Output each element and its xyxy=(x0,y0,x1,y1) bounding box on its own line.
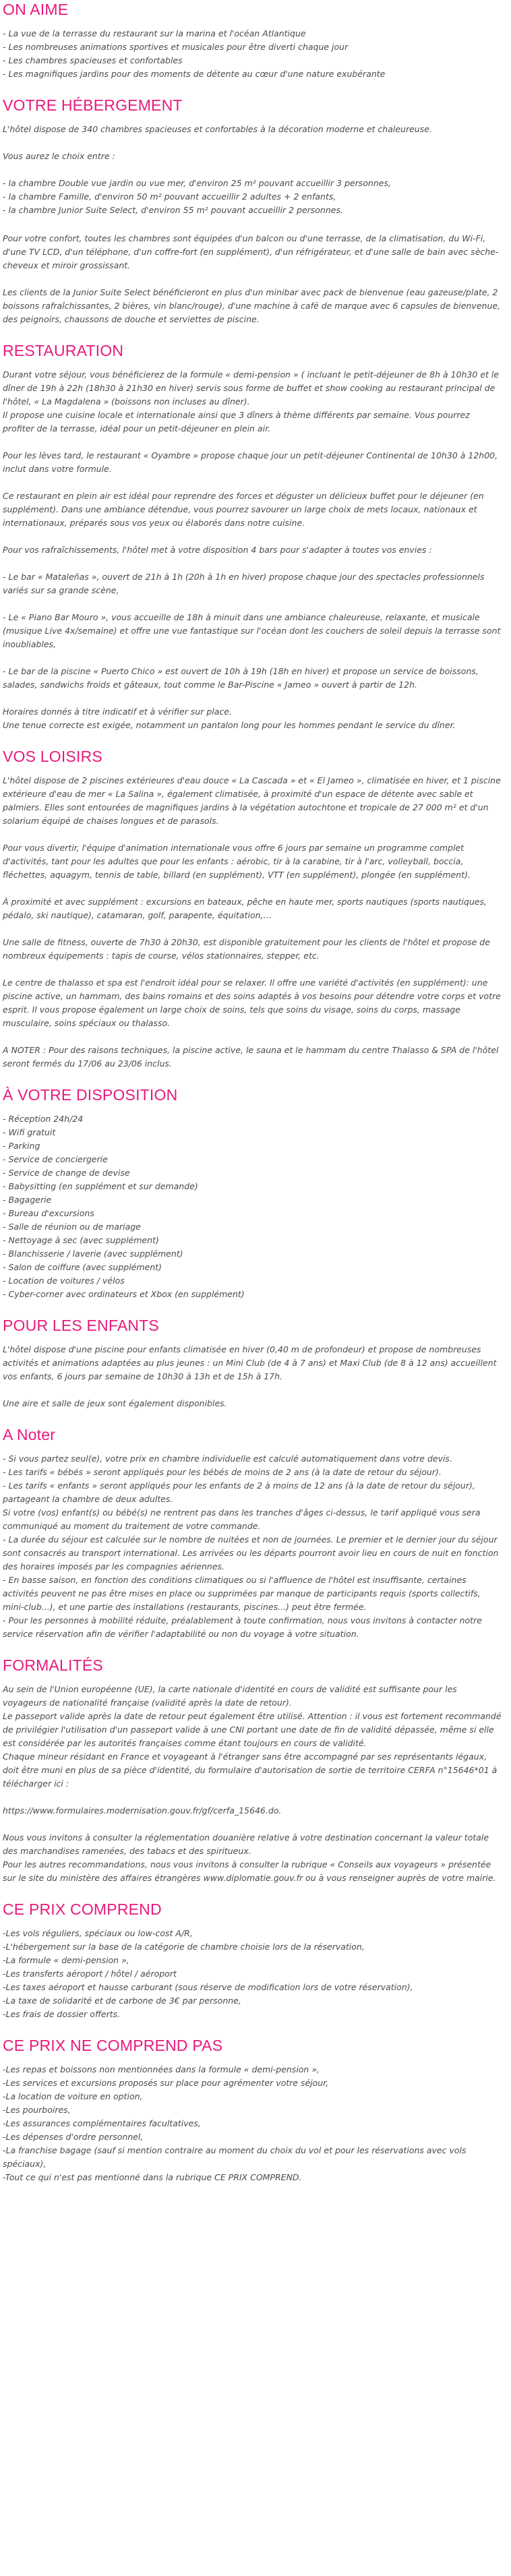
section-title-enfants: POUR LES ENFANTS xyxy=(3,1317,159,1334)
note-line: - Les tarifs « bébés » seront appliqués pour les bébés de moins de 2 ans (à la date de retour du séjour). xyxy=(3,1467,442,1477)
paragraph: - Le bar « Mataleñas », ouvert de 21h à 1h (20h à 1h en hiver) propose chaque jour des spectacles professionnels variés sur sa grande scène, xyxy=(3,572,485,595)
list-item: -Les assurances complémentaires facultatives, xyxy=(3,2118,201,2128)
paragraph: A NOTER : Pour des raisons techniques, la piscine active, le sauna et le hammam du centre Thalasso & SPA de l'hôtel seront fermés du 17/06 au 23/06 inclus. xyxy=(3,1045,499,1069)
paragraph-line: Nous vous invitons à consulter la réglementation douanière relative à votre destination concernant la valeur totale des marchandises ramenées, des tabacs et des spiritueux. xyxy=(3,1832,489,1856)
list-item: - Parking xyxy=(3,1141,40,1151)
section-title-disposition: À VOTRE DISPOSITION xyxy=(3,1086,178,1104)
paragraph-line: Une tenue correcte est exigée, notamment un pantalon long pour les hommes pendant le service du dîner. xyxy=(3,720,456,730)
paragraph: Une salle de fitness, ouverte de 7h30 à 20h30, est disponible gratuitement pour les clients de l'hôtel et propose de nombreux équipements : tapis de course, vélos stationnaires, stepper, etc. xyxy=(3,937,490,961)
paragraph xyxy=(3,705,502,732)
list-item: -Les dépenses d'ordre personnel, xyxy=(3,2132,144,2142)
paragraph: L'hôtel dispose de 2 piscines extérieures d'eau douce « La Cascada » et « El Jameo », climatisée en hiver, et 1 piscine extérieure d'eau de mer « La Salina », également climatisée, à proximité d'un espace de détente avec sable et palmiers. Elles sont entourées de magnifiques jardins à la végétation autochtone et tropicale de 27 000 m² et d'un solarium équipé de chaises longues et de parasols. xyxy=(3,775,501,826)
paragraph: Les clients de la Junior Suite Select bénéficieront en plus d'un minibar avec pack de bienvenue (eau gazeuse/plate, 2 boissons rafraîchissantes, 2 bières, vin blanc/rouge), d'une machine à café de marque avec 6 capsules de bienvenue, des peignoirs, chaussons de douche et serviettes de piscine. xyxy=(3,287,501,324)
cerfa-link[interactable]: https://www.formulaires.modernisation.gouv.fr/gf/cerfa_15646.do. xyxy=(3,1805,282,1816)
paragraph xyxy=(3,368,502,436)
paragraph: - Le « Piano Bar Mouro », vous accueille de 18h à minuit dans une ambiance chaleureuse, relaxante, et musicale (musique Live 4x/semaine) et offre une vue fantastique sur l'océan dont les couchers de soleil depuis la terrasse sont inoubliables, xyxy=(3,612,501,649)
list-item: - Service de conciergerie xyxy=(3,1154,108,1164)
note-line: - Pour les personnes à mobilité réduite, préalablement à toute confirmation, nous vous invitons à contacter notre service réservation afin de vérifier l'adaptabilité ou non du voyage à votre situation. xyxy=(3,1615,482,1639)
paragraph-line: Pour les autres recommandations, nous vous invitons à consulter la rubrique « Conseils aux voyageurs » présentée sur le site du ministère des affaires étrangères www.diplomatie.gouv.fr ou à vous renseigner auprès de votre mairie. xyxy=(3,1859,496,1883)
paragraph: Pour vous divertir, l'équipe d'animation internationale vous offre 6 jours par semaine un programme complet d'activités, tant pour les adultes que pour les enfants : aérobic, tir à la carabine, tir à l'arc, volleyball, boccia, fléchettes, aquagym, tennis de table, billard (en supplément), VTT (en supplément), plongée (en supplément). xyxy=(3,843,471,880)
section-title-on-aime: ON AIME xyxy=(3,1,69,18)
list-item: -La formule « demi-pension », xyxy=(3,1955,129,1965)
list-item: -Les taxes aéroport et hausse carburant (sous réserve de modification lors de votre réservation), xyxy=(3,1982,413,1992)
paragraph-line: Horaires donnés à titre indicatif et à vérifier sur place. xyxy=(3,707,232,717)
note-line: - La durée du séjour est calculée sur le nombre de nuitées et non de journées. Le premier et le dernier jour du séjour sont consacrés au transport international. Les arrivées ou les départs pourront avoir lieu en cours de nuit en fonction des horaires imposés par les compagnies aériennes. xyxy=(3,1534,499,1571)
list-item: - Bagagerie xyxy=(3,1195,52,1205)
paragraph-line: Le passeport valide après la date de retour peut également être utilisé. Attention : il vous est fortement recommandé de privilégier l'utilisation d'un passeport valide à une CNI portant une date de fin de validité dépassée, même si elle est considérée par les autorités françaises comme étant toujours en cours de validité. xyxy=(3,1711,502,1748)
note-line: - Si vous partez seul(e), votre prix en chambre individuelle est calculé automatiquement dans votre devis. xyxy=(3,1454,452,1464)
list-item: -Les pourboires, xyxy=(3,2105,71,2115)
paragraph: Pour votre confort, toutes les chambres sont équipées d'un balcon ou d'une terrasse, de la climatisation, du Wi-Fi, d'une TV LCD, d'un téléphone, d'un coffre-fort (en supplément), d'un réfrigérateur, et d'une salle de bain avec sèche-cheveux et miroir grossissant. xyxy=(3,233,499,270)
paragraph-line: Durant votre séjour, vous bénéficierez de la formule « demi-pension » ( incluant le petit-déjeuner de 8h à 10h30 et le dîner de 19h à 22h (18h30 à 21h30 en hiver) servis sous forme de buffet et show cooking au restaurant principal de l'hôtel, « La Magdalena » (boissons non incluses au dîner). xyxy=(3,369,500,407)
list-item: - la chambre Famille, d'environ 50 m² pouvant accueillir 2 adultes + 2 enfants, xyxy=(3,191,336,202)
on-aime-list xyxy=(3,27,502,81)
list-item: - La vue de la terrasse du restaurant sur la marina et l'océan Atlantique xyxy=(3,28,306,38)
list-item: -La franchise bagage (sauf si mention contraire au moment du choix du vol et pour les réservations avec vols spéciaux), xyxy=(3,2145,467,2169)
list-item: - la chambre Junior Suite Select, d'environ 55 m² pouvant accueillir 2 personnes. xyxy=(3,205,343,215)
list-item: - Cyber-corner avec ordinateurs et Xbox (en supplément) xyxy=(3,1289,245,1299)
paragraph: Le centre de thalasso et spa est l'endroit idéal pour se relaxer. Il offre une variété d'activités (en supplément): une piscine active, un hammam, des bains romains et des soins adaptés à vos besoins pour détendre votre corps et votre esprit. Il vous propose également un large choix de soins, tels que soins du visage, soins du corps, massage musculaire, soins spéciaux ou thalasso. xyxy=(3,978,501,1028)
section-title-formalites: FORMALITÉS xyxy=(3,1656,103,1674)
list-item: - Nettoyage à sec (avec supplément) xyxy=(3,1235,159,1245)
paragraph: À proximité et avec supplément : excursions en bateaux, pêche en haute mer, sports nautiques (sports nautiques, pédalo, ski nautique), catamaran, golf, parapente, équitation,… xyxy=(3,897,487,920)
list-item: - Location de voitures / vélos xyxy=(3,1276,125,1286)
list-item: -Les services et excursions proposés sur place pour agrémenter votre séjour, xyxy=(3,2078,329,2088)
list-item: - Babysitting (en supplément et sur demande) xyxy=(3,1181,198,1191)
list-item: - Réception 24h/24 xyxy=(3,1114,84,1124)
not-included-list xyxy=(3,2063,502,2184)
paragraph: L'hôtel dispose de 340 chambres spacieuses et confortables à la décoration moderne et chaleureuse. xyxy=(3,124,432,134)
paragraph: Pour vos rafraîchissements, l'hôtel met à votre disposition 4 bars pour s'adapter à toutes vos envies : xyxy=(3,545,432,555)
room-list xyxy=(3,177,502,217)
note-line: Si votre (vos) enfant(s) ou bébé(s) ne rentrent pas dans les tranches d'âges ci-dessus, le tarif appliqué vous sera communiqué au moment du traitement de votre commande. xyxy=(3,1507,481,1531)
list-item: - la chambre Double vue jardin ou vue mer, d'environ 25 m² pouvant accueillir 3 personnes, xyxy=(3,178,391,188)
list-item: - Blanchisserie / laverie (avec supplément) xyxy=(3,1249,183,1259)
list-item: -La location de voiture en option, xyxy=(3,2091,143,2101)
section-title-a-noter: A Noter xyxy=(3,1426,56,1443)
list-item: -Les repas et boissons non mentionnées dans la formule « demi-pension », xyxy=(3,2064,320,2074)
list-item: - Service de change de devise xyxy=(3,1168,130,1178)
list-item: -Les transferts aéroport / hôtel / aéroport xyxy=(3,1969,177,1979)
list-item: - Les chambres spacieuses et confortables xyxy=(3,55,183,65)
paragraph: Pour les lèves tard, le restaurant « Oyambre » propose chaque jour un petit-déjeuner Continental de 10h30 à 12h00, inclut dans votre formule. xyxy=(3,450,498,474)
formalites-block xyxy=(3,1683,502,1791)
list-item: - Les nombreuses animations sportives et musicales pour être diverti chaque jour xyxy=(3,42,349,52)
section-title-hebergement: VOTRE HÉBERGEMENT xyxy=(3,96,183,114)
paragraph: Une aire et salle de jeux sont également disponibles. xyxy=(3,1398,227,1408)
paragraph: - Le bar de la piscine « Puerto Chico » est ouvert de 10h à 19h (18h en hiver) et propose un service de boissons, salades, sandwichs froids et gâteaux, tout comme le Bar-Piscine « Jameo » ouvert à partir de 12h. xyxy=(3,666,479,690)
notes-block xyxy=(3,1452,502,1641)
paragraph: Ce restaurant en plein air est idéal pour reprendre des forces et déguster un délicieux buffet pour le déjeuner (en supplément). Dans une ambiance détendue, vous pourrez savourer un large choix de mets locaux, nationaux et internationaux, préparés sous vos yeux ou élaborés dans notre cuisine. xyxy=(3,491,484,528)
note-line: - Les tarifs « enfants » seront appliqués pour les enfants de 2 à moins de 12 ans (à la date de retour du séjour), partageant la chambre de deux adultes. xyxy=(3,1480,475,1504)
section-title-prix-comprend: CE PRIX COMPREND xyxy=(3,1900,162,1918)
list-item: -Les vols réguliers, spéciaux ou low-cost A/R, xyxy=(3,1928,193,1938)
paragraph: L'hôtel dispose d'une piscine pour enfants climatisée en hiver (0,40 m de profondeur) et propose de nombreuses activités et animations adaptées au plus jeunes : un Mini Club (de 4 à 7 ans) et Maxi Club (de 8 à 12 ans) accueillent vos enfants, 6 jours par semaine de 10h30 à 13h et de 15h à 17h. xyxy=(3,1344,497,1381)
list-item: - Salle de réunion ou de mariage xyxy=(3,1222,141,1232)
paragraph-line: Il propose une cuisine locale et internationale ainsi que 3 dîners à thème différents par semaine. Vous pourrez profiter de la terrasse, idéal pour un petit-déjeuner en plein air. xyxy=(3,410,470,433)
included-list xyxy=(3,1927,502,2021)
section-title-prix-ne-comprend-pas: CE PRIX NE COMPREND PAS xyxy=(3,2037,223,2054)
list-item: -L'hébergement sur la base de la catégorie de chambre choisie lors de la réservation, xyxy=(3,1942,365,1952)
list-item: - Wifi gratuit xyxy=(3,1127,56,1137)
list-item: - Salon de coiffure (avec supplément) xyxy=(3,1262,162,1272)
section-title-loisirs: VOS LOISIRS xyxy=(3,748,102,765)
paragraph: Vous aurez le choix entre : xyxy=(3,151,115,161)
note-line: - En basse saison, en fonction des conditions climatiques ou si l'affluence de l'hôtel est insuffisante, certaines activités peuvent ne pas être mises en place ou supprimées par manque de participants requis (sports collectifs, mini-club...), et une partie des installations (restaurants, piscines...) peut être fermée. xyxy=(3,1575,481,1612)
list-item: -Tout ce qui n'est pas mentionné dans la rubrique CE PRIX COMPREND. xyxy=(3,2172,302,2182)
list-item: - Bureau d'excursions xyxy=(3,1208,94,1218)
list-item: -Les frais de dossier offerts. xyxy=(3,2009,121,2019)
paragraph-line: Chaque mineur résidant en France et voyageant à l'étranger sans être accompagné par ses représentants légaux, doit être muni en plus de sa pièce d'identité, du formulaire d'autorisation de sortie de territoire CERFA n°15646*01 à télécharger ici : xyxy=(3,1751,498,1789)
list-item: - Les magnifiques jardins pour des moments de détente au cœur d'une nature exubérante xyxy=(3,69,386,79)
amenities-list xyxy=(3,1112,502,1301)
list-item: -La taxe de solidarité et de carbone de 3€ par personne, xyxy=(3,1996,241,2006)
section-title-restauration: RESTAURATION xyxy=(3,342,124,359)
paragraph-line: Au sein de l'Union européenne (UE), la carte nationale d'identité en cours de validité est suffisante pour les voyageurs de nationalité française (validité après la date de retour). xyxy=(3,1684,457,1708)
formalites-block-2 xyxy=(3,1831,502,1885)
